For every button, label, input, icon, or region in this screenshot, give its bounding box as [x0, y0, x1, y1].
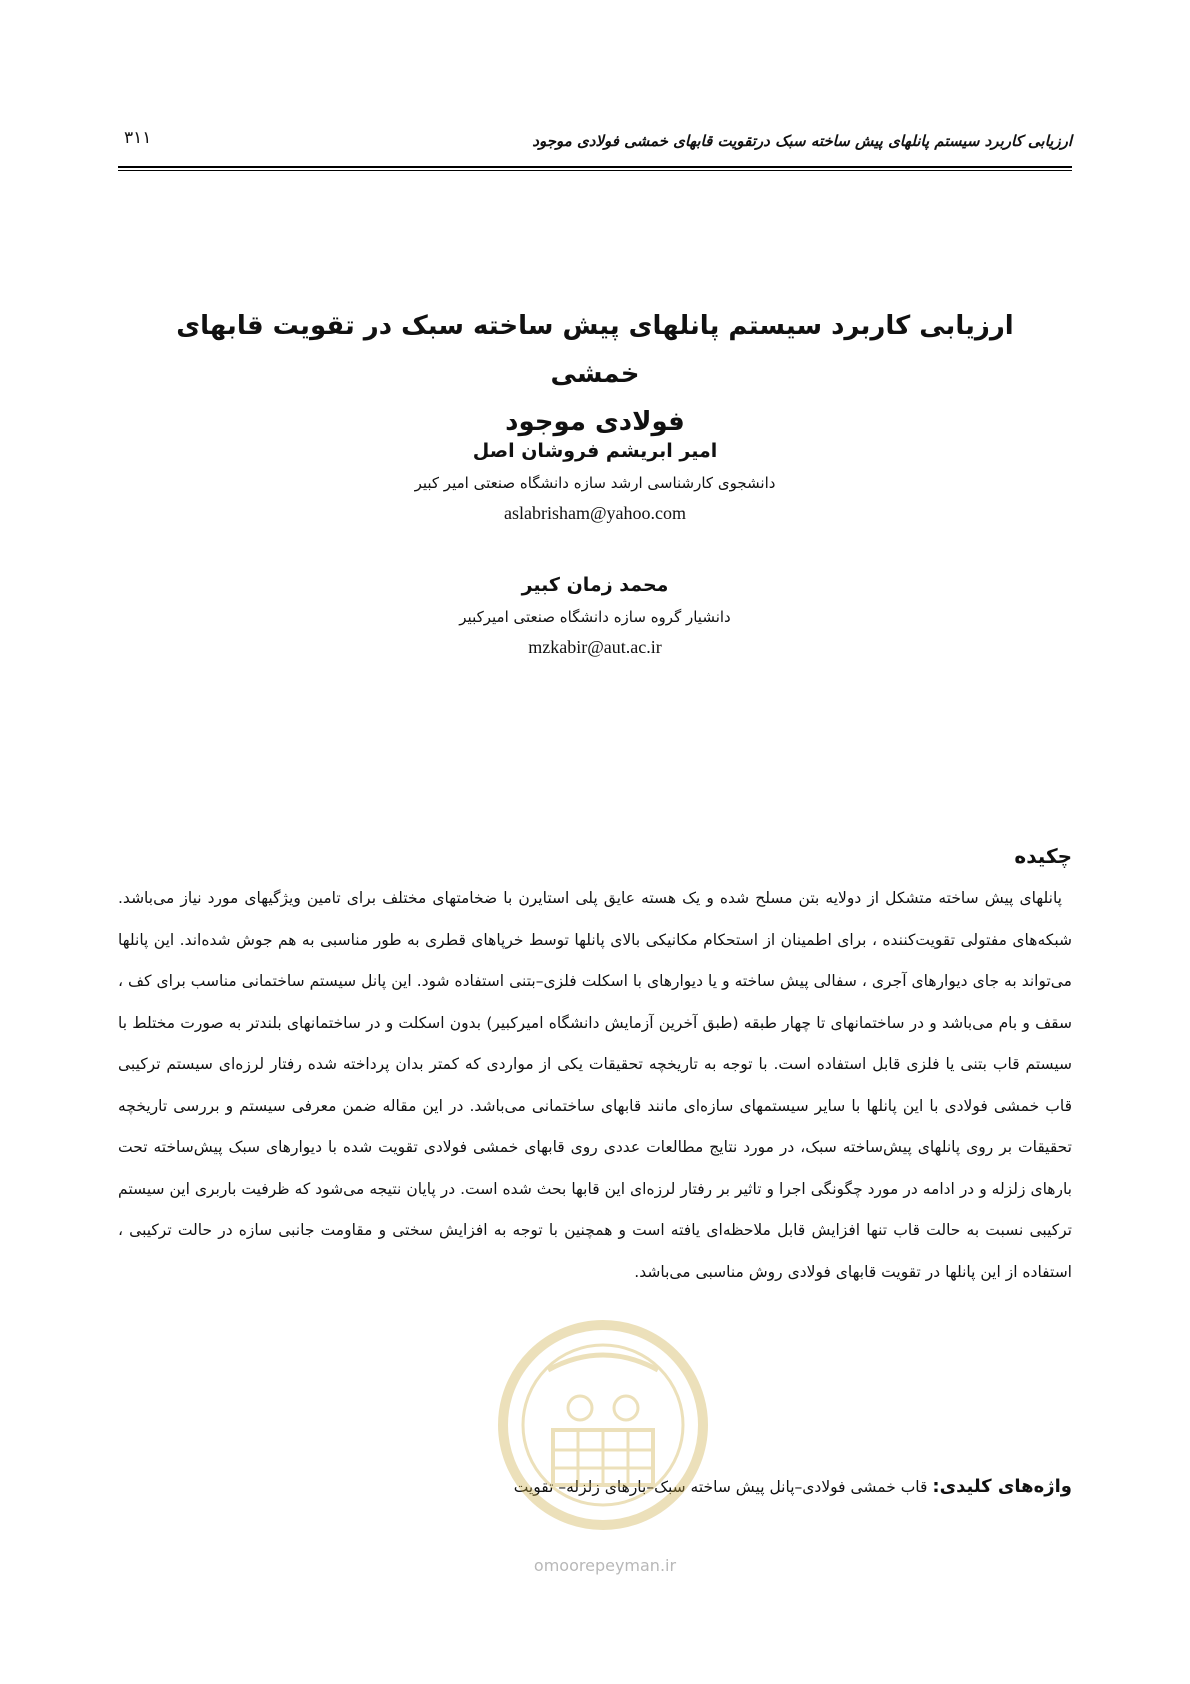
keywords-text: قاب خمشی فولادی–پانل پیش ساخته سبک–بارهای زلزله– تقویت: [513, 1478, 928, 1496]
title-line-1: ارزیابی کاربرد سیستم پانلهای پیش ساخته سبک در تقویت قابهای خمشی: [176, 311, 1014, 389]
watermark-seal-icon: [488, 1310, 718, 1575]
author-name: امیر ابریشم فروشان اصل: [472, 440, 718, 462]
abstract-body: پانلهای پیش ساخته متشکل از دولایه بتن مسلح شده و یک هسته عایق پلی استایرن با ضخامتهای مختلف برای تامین ویژگیهای مورد نیاز می‌باشد. شبکه‌های مفتولی تقویت‌کننده ، برای اطمینان از استحکام مکانیکی بالای پانلها توسط خرپاهای قطری به طور مناسبی به هم جوش شده‌اند. این پانلها می‌تواند به جای دیوارهای آجری ، سفالی پیش ساخته و یا دیوارهای با اسکلت فلزی–بتنی استفاده شود. این پانل سیستم ساختمانی مناسب برای کف ، سقف و بام می‌باشد و در ساختمانهای تا چهار طبقه (طبق آخرین آزمایش دانشگاه امیرکبیر) بدون اسکلت و در ساختمانهای بلندتر به صورت مختلط با سیستم قاب بتنی یا فلزی قابل استفاده است. با توجه به تاریخچه تحقیقات یکی از مواردی که کمتر بدان پرداخته شده رفتار لرزه‌ای سیستم ترکیبی قاب خمشی فولادی با این پانلها با سایر سیستمهای سازه‌ای مانند قابهای ساختمانی می‌باشد. در این مقاله ضمن معرفی سیستم و بررسی تاریخچه تحقیقات بر روی پانلهای پیش‌ساخته سبک، در مورد نتایج مطالعات عددی روی قابهای خمشی فولادی تقویت شده با دیوارهای سبک پیش‌ساخته تحت بارهای زلزله و در ادامه در مورد چگونگی اجرا و تاثیر بر رفتار لرزه‌ای این قابها بحث شده است. در پایان نتیجه می‌شود که ظرفیت باربری این سیستم ترکیبی نسبت به حالت قاب تنها افزایش قابل ملاحظه‌ای یافته است و همچنین با توجه به افزایش سختی و مقاومت جانبی سازه در حالت ترکیبی ، استفاده از این پانلها در تقویت قابهای فولادی روش مناسبی می‌باشد.: [118, 889, 1072, 1281]
author-email: mzkabir@aut.ac.ir: [528, 637, 662, 657]
keywords: [118, 1472, 1072, 1502]
running-header: [118, 128, 1072, 162]
watermark-url: omoorepeyman.ir: [533, 1556, 677, 1575]
paper-title: [150, 302, 1040, 446]
page-number: ۳۱۱: [124, 128, 152, 148]
author-name: محمد زمان کبیر: [521, 574, 669, 596]
author-1: [150, 434, 1040, 528]
running-title: ارزیابی کاربرد سیستم پانلهای پیش ساخته سبک درتقویت قابهای خمشی فولادی موجود: [532, 132, 1072, 150]
keywords-label: واژه‌های کلیدی:: [932, 1476, 1072, 1497]
author-affiliation: دانشجوی کارشناسی ارشد سازه دانشگاه صنعتی امیر کبیر: [414, 474, 776, 492]
author-email: aslabrisham@yahoo.com: [503, 503, 687, 523]
title-line-2: فولادی موجود: [505, 407, 685, 437]
author-2: [150, 568, 1040, 662]
author-affiliation: دانشیار گروه سازه دانشگاه صنعتی امیرکبیر: [459, 608, 731, 626]
abstract-heading: چکیده: [1014, 844, 1072, 868]
header-rule: [118, 166, 1072, 171]
